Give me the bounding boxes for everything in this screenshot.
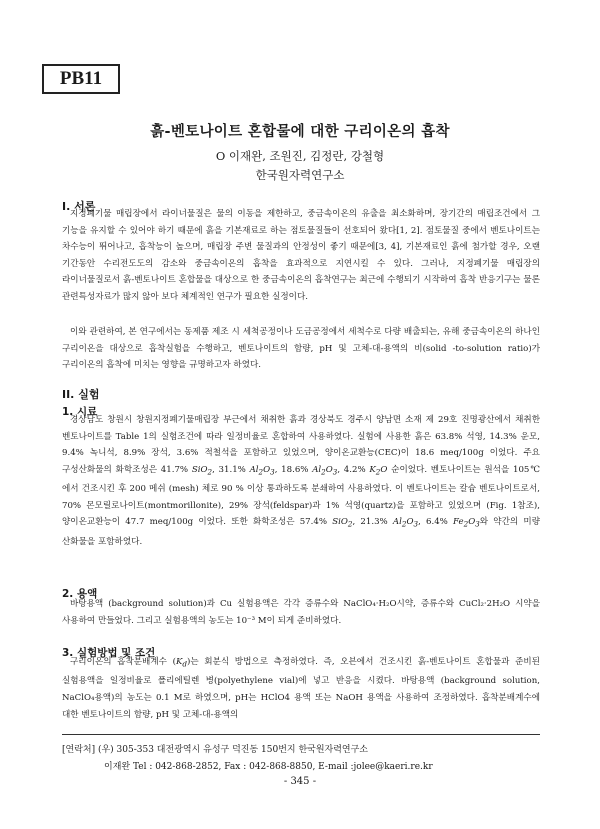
- contact-details: 이재완 Tel : 042-868-2852, Fax : 042-868-8850, E-mail :jolee@kaeri.re.kr: [104, 762, 433, 772]
- chem-formula: $Al_2O_3$: [312, 464, 338, 477]
- session-code: PB11: [59, 68, 103, 89]
- intro-paragraph-1: 지정폐기물 매립장에서 라이너물질은 물의 이동을 제한하고, 중금속이온의 유출을 최소화하며, 장기간의 매립조건에서 그 기능을 유지할 수 있어야 하기 때문에 흙을 기본재료로 하는 점토물질들이 선호되어 왔다[1, 2]. 점토물질 중에서 벤토나이트는 차수능이 뛰어나고, 흡착능이 높으며, 매립장 주변 물질과의 안정성이 좋기 때문에[3, 4], 기본재료인 흙에 첨가할 경우, 오랜 기간동안 수리전도도의 감소와 중금속이온의 흡착을 효과적으로 지연시킬 수 있다. 그러나, 지정폐기물 매립장의 라이너물질로서 흙-벤토나이트 혼합물을 대상으로 한 중금속이온의 흡착연구는 최근에 수행되기 시작하여 흡착 반응기구는 물론 관련특성자료가 많지 않아 보다 체계적인 연구가 필요한 실정이다.: [62, 209, 540, 302]
- subsection-method-heading: 3. 실험방법 및 조건: [62, 647, 156, 659]
- chem-formula: $Fe_2O_3$: [453, 517, 480, 529]
- session-code-box: [42, 64, 120, 94]
- section-intro-heading: I. 서론: [62, 200, 96, 213]
- subsection-solution-heading: 2. 용액: [62, 588, 98, 600]
- solution-paragraph: 바탕용액 (background solution)과 Cu 실험용액은 각각 증류수와 NaClO₄·H₂O시약, 증류수와 CuCl₂·2H₂O 시약을 사용하여 만들었다. 그리고 실험용액의 농도는 10⁻³ M이 되게 준비하였다.: [62, 599, 540, 626]
- author-list: O 이재완, 조원진, 김정란, 강철형: [215, 149, 385, 163]
- intro-paragraph-2: 이와 관련하여, 본 연구에서는 동제품 제조 시 세척공정이나 도금공정에서 세척수로 다량 배출되는, 유해 중금속이온의 하나인 구리이온을 대상으로 흡착실험을 수행하고, 벤토나이트의 함량, pH 및 고체-대-용액의 비(solid -to-solution ratio)가 구리이온의 흡착에 미치는 영향을 규명하고자 하였다.: [62, 327, 540, 371]
- chem-formula: $Al_2O_3$: [392, 517, 419, 529]
- chem-formula: $K_2O$: [369, 464, 388, 477]
- page-number: - 345 -: [283, 776, 317, 787]
- method-paragraph: 구리이온의 흡착분배계수 $(K_d)$는 회분식 방법으로 측정하였다. 즉, 오븐에서 건조시킨 흙-벤토나이트 혼합물과 준비된 실험용액을 일정비율로 폴리에틸렌 병(polyethylene vial)에 넣고 반응을 시켰다. 바탕용액 (background solution, NaClO₄용액)의 농도는 0.1 M로 하였으며, pH는 HClO4 용액 또는 NaOH 용액을 사용하여 조정하였다. 흡착분배계수에 대한 벤토나이트의 함량, pH 및 고체-대-용액의: [62, 657, 540, 720]
- chem-formula: $Al_2O_3$: [249, 464, 275, 477]
- kd-symbol: $K_d$: [175, 657, 187, 669]
- paper-title: 흙-벤토나이트 혼합물에 대한 구리이온의 흡착: [150, 124, 450, 140]
- sample-paragraph: 경상남도 창원시 창원지정폐기물매립장 부근에서 채취한 흙과 경상북도 경주시 양남면 소재 제 29호 진명광산에서 채취한 벤토나이트를 Table 1의 실험조건에 따라 일정비율로 혼합하여 사용하였다. 실험에 사용한 흙은 63.8% 석영, 14.3% 운모, 9.4% 녹니석, 8.9% 장석, 3.6% 적철석을 포함하고 있었으며, 양이온교환능(CEC)이 18.6 meq/100g 이었다. 주요 구성산화물의 화학조성은 41.7% SiO$_2$, 31.1% $Al_2O_3$, 18.6% $Al_2O_3$, 4.2% $K_2O$ 순이었다. 벤토나이트는 원석을 105℃에서 건조시킨 후 200 메쉬 (mesh) 체로 90 % 이상 통과하도록 분쇄하여 사용하였다. 이 벤토나이트는 칼슘 벤토나이트로서, 70% 몬모릴로나이트(montmorillonite), 29% 장석(feldspar)과 1% 석영(quartz)을 포함하고 있었으며 (Fig. 1참조), 양이온교환능이 47.7 meq/100g 이었다. 또한 화학조성은 57.4% SiO$_2$, 21.3% $Al_2O_3$, 6.4% $Fe_2O_3$와 약간의 미량 산화물을 포함하였다.: [62, 415, 541, 547]
- affiliation: 한국원자력연구소: [255, 168, 345, 182]
- contact-address: [연락처] (우) 305-353 대전광역시 유성구 덕진동 150번지 한국원자력연구소: [62, 745, 368, 755]
- footer-divider: [62, 734, 540, 735]
- subsection-sample-heading: 1. 시료: [62, 406, 98, 418]
- section-experiment-heading: II. 실험: [62, 388, 100, 401]
- chem-formula: SiO$_2$: [191, 464, 213, 477]
- chem-formula: SiO$_2$: [332, 517, 353, 529]
